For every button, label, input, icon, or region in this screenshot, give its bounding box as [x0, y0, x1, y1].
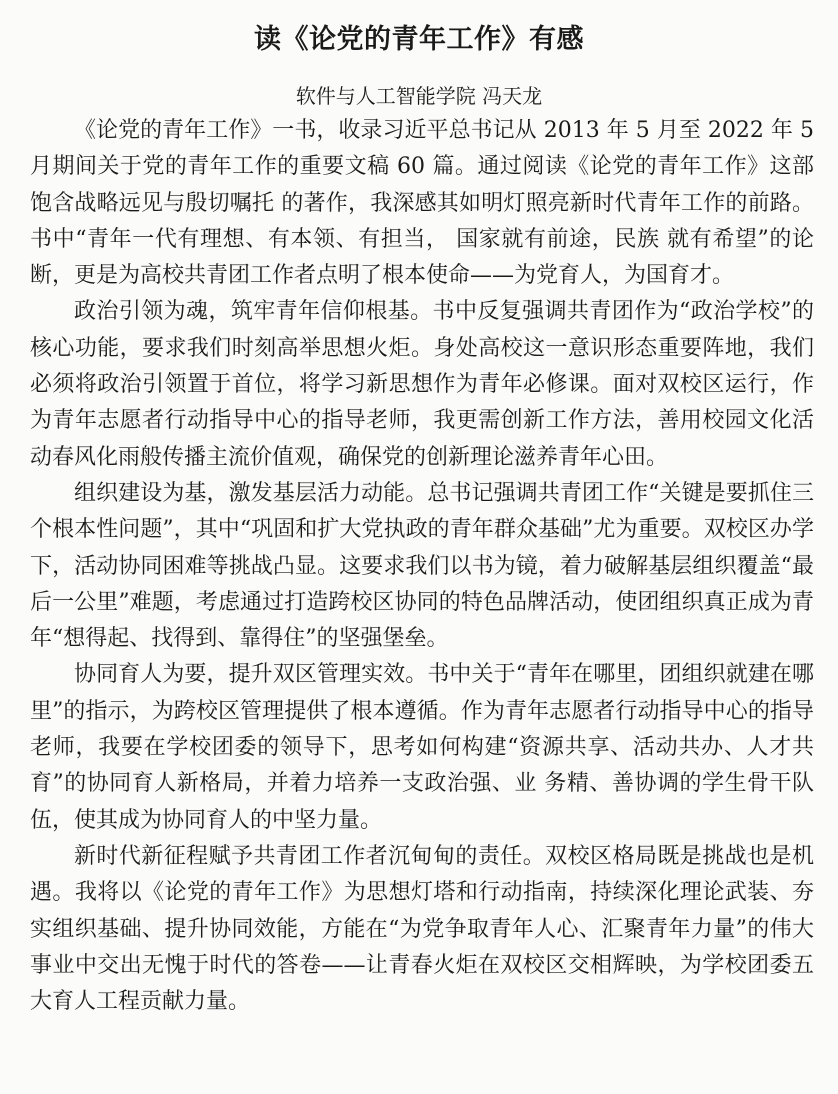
paragraph-organization-building: 组织建设为基，激发基层活力动能。总书记强调共青团工作“关键是要抓住三个根本性问题”，其中“巩固和扩大党执政的青年群众基础”尤为重要。双校区办学下，活动协同困难等挑战凸显。这要求我们以书为镜，着力破解基层组织覆盖“最后一公里”难题，考虑通过打造跨校区协同的特色品牌活动，使团组织真正成为青年“想得起、找得到、靠得住”的坚强堡垒。: [30, 480, 814, 652]
paragraph-conclusion: 新时代新征程赋予共青团工作者沉甸甸的责任。双校区格局既是挑战也是机遇。我将以《论党的青年工作》为思想灯塔和行动指南，持续深化理论武装、夯实组织基础、提升协同效能，方能在“为党争取青年人心、汇聚青年力量”的伟大事业中交出无愧于时代的答卷——让青春火炬在双校区交相辉映，为学校团委五大育人工程贡献力量。: [30, 843, 814, 1015]
paragraph-intro: 《论党的青年工作》一书，收录习近平总书记从 2013 年 5 月至 2022 年 5 月期间关于党的青年工作的重要文稿 60 篇。通过阅读《论党的青年工作》这部饱含战略远见与殷切嘱托 的著作，我深感其如明灯照亮新时代青年工作的前路。书中“青年一代有理想、有本领、有担当， 国家就有前途，民族 就有希望”的论断，更是为高校共青团工作者点明了根本使命——为党育人，为国育才。: [30, 118, 814, 289]
author-line: 软件与人工智能学院 冯天龙: [295, 84, 543, 108]
paragraph-collaborative-education: 协同育人为要，提升双区管理实效。书中关于“青年在哪里，团组织就建在哪里”的指示，为跨校区管理提供了根本遵循。作为青年志愿者行动指导中心的指导老师，我要在学校团委的领导下，思考如何构建“资源共享、活动共办、人才共育”的协同育人新格局，并着力培养一支政治强、业 务精、善协调的学生骨干队伍，使其成为协同育人的中坚力量。: [30, 662, 814, 833]
paragraph-political-guidance: 政治引领为魂，筑牢青年信仰根基。书中反复强调共青团作为“政治学校”的核心功能，要求我们时刻高举思想火炬。身处高校这一意识形态重要阵地，我们必须将政治引领置于首位，将学习新思想作为青年必修课。面对双校区运行，作为青年志愿者行动指导中心的指导老师，我更需创新工作方法，善用校园文化活动春风化雨般传播主流价值观，确保党的创新理论滋养青年心田。: [30, 299, 814, 470]
document-title: 读《论党的青年工作》有感: [254, 24, 584, 55]
document-body: [30, 113, 814, 1020]
